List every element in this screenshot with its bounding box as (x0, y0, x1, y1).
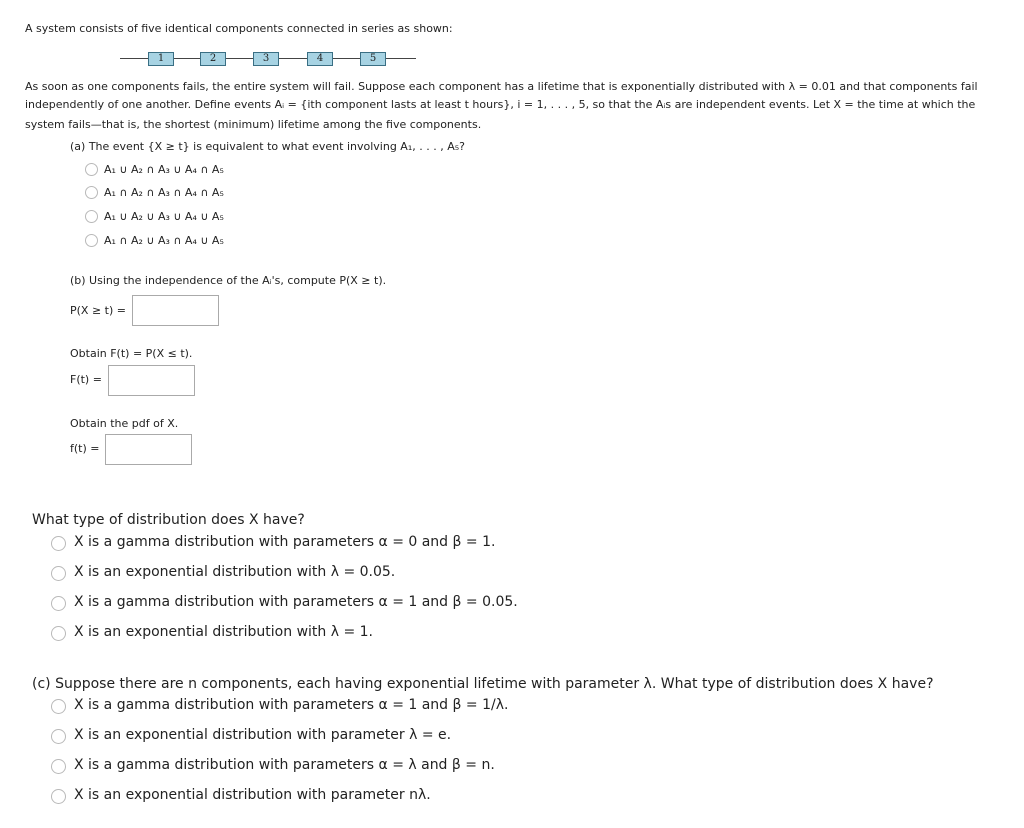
paragraph-line-2: independently of one another. Define events Aᵢ = {ith component lasts at least t hours}, i = 1, . . . , 5, so that the Aᵢs are independent events. Let X = the time at which the (25, 98, 976, 111)
part-c-option-1-label: X is a gamma distribution with parameters α = 1 and β = 1/λ. (74, 697, 509, 713)
cdf-question: Obtain F(t) = P(X ≤ t). (70, 347, 193, 360)
part-a-option-2-label: A₁ ∩ A₂ ∩ A₃ ∩ A₄ ∩ A₅ (104, 186, 224, 199)
part-a-option-3-label: A₁ ∪ A₂ ∪ A₃ ∪ A₄ ∪ A₅ (104, 210, 224, 223)
distribution-option-3-radio[interactable] (51, 596, 66, 611)
distribution-option-2-label: X is an exponential distribution with λ = 0.05. (74, 564, 396, 580)
part-a-option-1-radio[interactable] (85, 163, 98, 176)
part-a-option-4-label: A₁ ∩ A₂ ∪ A₃ ∩ A₄ ∪ A₅ (104, 234, 224, 247)
component-4: 4 (307, 52, 333, 66)
part-c-option-2-label: X is an exponential distribution with parameter λ = e. (74, 727, 452, 743)
part-a-option-3-radio[interactable] (85, 210, 98, 223)
part-a-option-2-radio[interactable] (85, 186, 98, 199)
paragraph-line-1: As soon as one components fails, the entire system will fail. Suppose each component has a lifetime that is exponentially distributed with λ = 0.01 and that components fail (25, 80, 978, 93)
distribution-question: What type of distribution does X have? (32, 512, 305, 528)
cdf-label: F(t) = (70, 373, 102, 386)
pdf-label: f(t) = (70, 442, 100, 455)
part-a-option-1-label: A₁ ∪ A₂ ∩ A₃ ∪ A₄ ∩ A₅ (104, 163, 224, 176)
part-c-question: (c) Suppose there are n components, each having exponential lifetime with parameter λ. What type of distribution does X have? (32, 676, 934, 692)
part-a-question: (a) The event {X ≥ t} is equivalent to what event involving A₁, . . . , A₅? (70, 140, 465, 153)
part-c-option-4-label: X is an exponential distribution with parameter nλ. (74, 787, 431, 803)
component-3: 3 (253, 52, 279, 66)
distribution-option-4-radio[interactable] (51, 626, 66, 641)
pdf-answer-input[interactable] (105, 434, 192, 465)
part-b-answer-input[interactable] (132, 295, 219, 326)
distribution-option-1-label: X is a gamma distribution with parameters α = 0 and β = 1. (74, 534, 496, 550)
part-c-option-3-radio[interactable] (51, 759, 66, 774)
part-c-option-4-radio[interactable] (51, 789, 66, 804)
part-a-option-4-radio[interactable] (85, 234, 98, 247)
part-c-option-3-label: X is a gamma distribution with parameters α = λ and β = n. (74, 757, 495, 773)
part-c-option-2-radio[interactable] (51, 729, 66, 744)
paragraph-line-3: system fails—that is, the shortest (minimum) lifetime among the five components. (25, 118, 482, 131)
intro-text: A system consists of five identical components connected in series as shown: (25, 22, 453, 35)
part-b-label: P(X ≥ t) = (70, 304, 126, 317)
cdf-answer-input[interactable] (108, 365, 195, 396)
distribution-option-3-label: X is a gamma distribution with parameters α = 1 and β = 0.05. (74, 594, 518, 610)
pdf-question: Obtain the pdf of X. (70, 417, 179, 430)
component-1: 1 (148, 52, 174, 66)
component-5: 5 (360, 52, 386, 66)
distribution-option-4-label: X is an exponential distribution with λ = 1. (74, 624, 373, 640)
part-b-question: (b) Using the independence of the Aᵢ's, compute P(X ≥ t). (70, 274, 387, 287)
component-2: 2 (200, 52, 226, 66)
distribution-option-1-radio[interactable] (51, 536, 66, 551)
part-c-option-1-radio[interactable] (51, 699, 66, 714)
distribution-option-2-radio[interactable] (51, 566, 66, 581)
